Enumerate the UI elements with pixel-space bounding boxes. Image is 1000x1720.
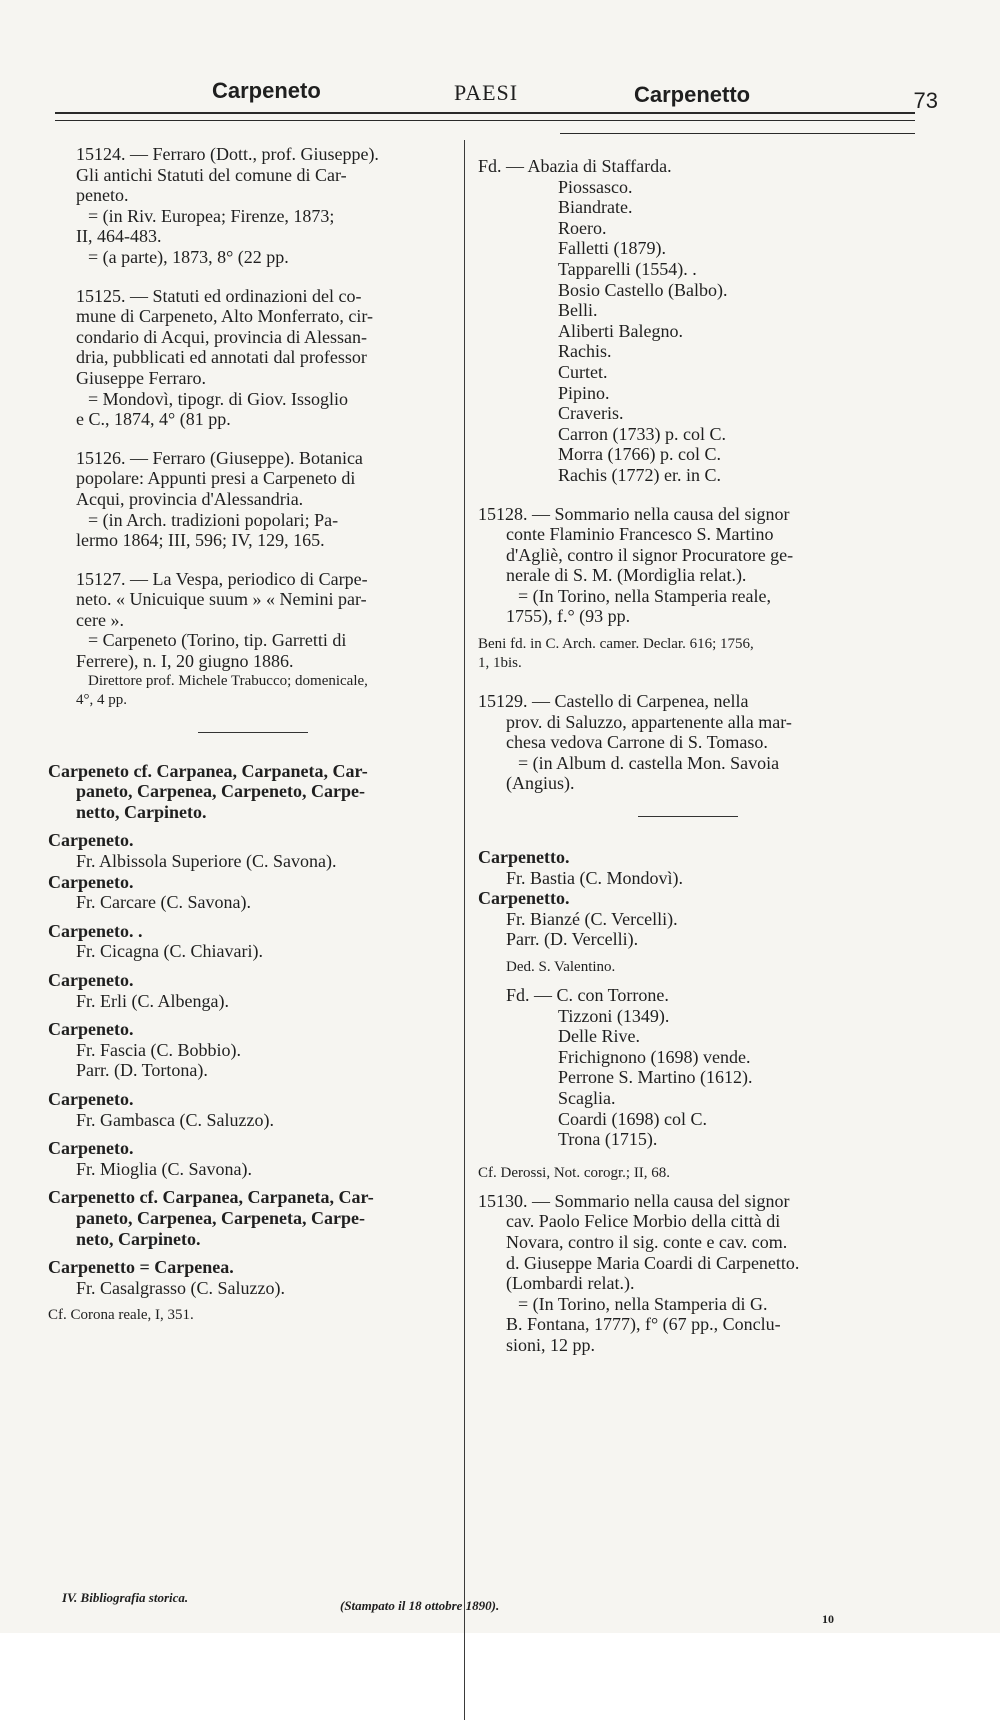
text-line: Bosio Castello (Balbo). [558, 279, 728, 300]
text-line: Curtet. [558, 361, 608, 382]
column-divider [464, 140, 465, 1720]
text-line: Ferrere), n. I, 20 giugno 1886. [76, 651, 294, 672]
entry-15127 [48, 569, 458, 710]
text-line: dria, pubblicati ed annotati dal professor [76, 347, 367, 368]
text-line: Carpenetto. [478, 847, 570, 868]
text-line: neto. « Unicuique suum » « Nemini par- [76, 589, 367, 610]
text-line: Piossasco. [558, 176, 633, 197]
text-line: 15128. — Sommario nella causa del signor [478, 503, 790, 524]
text-line: B. Fontana, 1777), f° (67 pp., Conclu- [506, 1314, 781, 1335]
text-line: Scaglia. [558, 1087, 616, 1108]
page-number: 73 [913, 88, 938, 113]
text-line: neto, Carpineto. [76, 1228, 201, 1249]
entry-15126 [48, 448, 458, 551]
feudatari-list [478, 156, 908, 486]
text-line: = Mondovì, tipogr. di Giov. Issoglio [88, 388, 348, 409]
text-line: Roero. [558, 217, 607, 238]
text-line: Fr. Carcare (C. Savona). [76, 892, 251, 913]
text-line: lermo 1864; III, 596; IV, 129, 165. [76, 530, 325, 551]
text-line: Carpenetto. [478, 888, 570, 909]
text-line: Beni fd. in C. Arch. camer. Declar. 616; 1756, [478, 636, 754, 653]
text-line: netto, Carpineto. [76, 801, 207, 822]
text-line: conte Flaminio Francesco S. Martino [506, 524, 774, 545]
header-center-title: PAESI [454, 80, 519, 105]
separator-line [638, 816, 738, 817]
text-line: sioni, 12 pp. [506, 1334, 596, 1355]
text-line: Frichignono (1698) vende. [558, 1046, 751, 1067]
text-line: popolare: Appunti presi a Carpeneto di [76, 468, 356, 489]
text-line: = (in Riv. Europea; Firenze, 1873; [88, 205, 335, 226]
entry-15128 [478, 504, 908, 674]
text-line: Fr. Mioglia (C. Savona). [76, 1158, 252, 1179]
text-line: Craveris. [558, 403, 624, 424]
text-line: Carpeneto. . [48, 920, 143, 941]
text-line: Carpenetto cf. Carpanea, Carpaneta, Car- [48, 1187, 374, 1208]
text-line: = (a parte), 1873, 8° (22 pp. [88, 246, 289, 267]
text-line: Cf. Corona reale, I, 351. [48, 1307, 194, 1324]
entry-15124 [48, 144, 458, 268]
text-line: Ded. S. Valentino. [506, 959, 616, 975]
text-line: Fr. Erli (C. Albenga). [76, 990, 229, 1011]
entry-15129 [478, 691, 908, 794]
text-line: = Carpeneto (Torino, tip. Garretti di [88, 630, 347, 651]
text-line: Carron (1733) p. col C. [558, 423, 726, 444]
text-line: Fd. — C. con Torrone. [506, 985, 669, 1005]
text-line: Carpeneto. [48, 1019, 134, 1040]
text-line: 15129. — Castello di Carpenea, nella [478, 691, 749, 712]
entry-15130 [478, 1191, 908, 1356]
text-line: = (In Torino, nella Stamperia di G. [518, 1293, 768, 1314]
text-line: chesa vedova Carrone di S. Tomaso. [506, 732, 768, 753]
text-line: peneto. [76, 185, 129, 206]
text-line: e C., 1874, 4° (81 pp. [76, 409, 231, 430]
text-line: Carpeneto. [48, 970, 134, 990]
header-rule-thin [55, 120, 915, 121]
text-line: (Lombardi relat.). [506, 1273, 635, 1294]
text-line: Fd. — Abazia di Staffarda. [478, 156, 672, 176]
text-line: Perrone S. Martino (1612). [558, 1067, 753, 1088]
text-line: nerale di S. M. (Mordiglia relat.). [506, 565, 747, 586]
text-line: 4°, 4 pp. [76, 691, 127, 708]
text-line: Fr. Fascia (C. Bobbio). [76, 1039, 241, 1060]
text-line: = (In Torino, nella Stamperia reale, [518, 585, 771, 606]
text-line: condario di Acqui, provincia di Alessan- [76, 326, 367, 347]
text-line: = (in Album d. castella Mon. Savoia [518, 752, 780, 773]
footer-print-date: (Stampato il 18 ottobre 1890). [340, 1598, 500, 1613]
text-line: cav. Paolo Felice Morbio della città di [506, 1211, 781, 1232]
text-line: Acqui, provincia d'Alessandria. [76, 488, 304, 509]
text-line: Falletti (1879). [558, 238, 666, 259]
text-line: Gli antichi Statuti del comune di Car- [76, 164, 347, 185]
text-line: Fr. Gambasca (C. Saluzzo). [76, 1109, 274, 1130]
text-line: 15125. — Statuti ed ordinazioni del co- [76, 285, 362, 306]
text-line: = (in Arch. tradizioni popolari; Pa- [88, 509, 339, 530]
entry-15125 [48, 286, 458, 430]
text-line: 15127. — La Vespa, periodico di Carpe- [76, 568, 368, 589]
right-column [478, 156, 908, 1356]
text-line: Parr. (D. Vercelli). [506, 929, 639, 950]
text-line: 15130. — Sommario nella causa del signor [478, 1190, 790, 1211]
right-column-rule [560, 133, 915, 134]
text-line: Carpeneto. [48, 871, 134, 892]
text-line: Biandrate. [558, 197, 633, 218]
text-line: Carpeneto. [48, 830, 134, 851]
text-line: Direttore prof. Michele Trabucco; domenicale, [88, 672, 368, 689]
text-line: Giuseppe Ferraro. [76, 367, 206, 388]
text-line: Parr. (D. Tortona). [76, 1060, 208, 1081]
text-line: 15126. — Ferraro (Giuseppe). Botanica [76, 447, 363, 468]
text-line: Cf. Derossi, Not. corogr.; II, 68. [478, 1164, 671, 1181]
text-line: II, 464-483. [76, 226, 162, 247]
text-line: paneto, Carpenea, Carpeneta, Carpe- [76, 1207, 365, 1228]
text-line: Morra (1766) p. col C. [558, 444, 721, 465]
text-line: Fr. Albissola Superiore (C. Savona). [76, 851, 337, 872]
text-line: Carpeneto cf. Carpanea, Carpaneta, Car- [48, 760, 368, 781]
text-line: Coardi (1698) col C. [558, 1108, 707, 1129]
text-line: Tizzoni (1349). [558, 1005, 670, 1026]
text-line: Belli. [558, 300, 598, 321]
header-left-title: Carpeneto [212, 78, 321, 103]
header-right-title: Carpenetto [634, 82, 751, 107]
text-line: 1, 1bis. [478, 655, 522, 672]
text-line: Fr. Casalgrasso (C. Saluzzo). [76, 1277, 285, 1298]
text-line: 15124. — Ferraro (Dott., prof. Giuseppe). [76, 144, 379, 164]
carpeneto-crossref [48, 761, 458, 823]
text-line: Trona (1715). [558, 1129, 658, 1150]
text-line: d. Giuseppe Maria Coardi di Carpenetto. [506, 1252, 800, 1273]
text-line: Rachis. [558, 341, 612, 362]
left-column [48, 144, 458, 1325]
footer-series-label: IV. Bibliografia storica. [62, 1590, 189, 1605]
footer-signature-number: 10 [822, 1612, 834, 1626]
text-line: Rachis (1772) er. in C. [558, 464, 721, 485]
text-line: Fr. Cicagna (C. Chiavari). [76, 941, 263, 962]
text-line: cere ». [76, 609, 124, 630]
text-line: Tapparelli (1554). . [558, 258, 697, 279]
text-line: Aliberti Balegno. [558, 320, 683, 341]
text-line: Fr. Bianzé (C. Vercelli). [506, 908, 678, 929]
text-line: paneto, Carpenea, Carpeneto, Carpe- [76, 781, 365, 802]
text-line: mune di Carpeneto, Alto Monferrato, cir- [76, 306, 374, 327]
text-line: Novara, contro il sig. conte e cav. com. [506, 1231, 788, 1252]
header-rule-thick [55, 112, 915, 114]
text-line: Delle Rive. [558, 1026, 640, 1047]
text-line: prov. di Saluzzo, appartenente alla mar- [506, 711, 792, 732]
text-line: Fr. Bastia (C. Mondovì). [506, 867, 684, 888]
text-line: Carpeneto. [48, 1138, 134, 1159]
text-line: Carpenetto = Carpenea. [48, 1257, 234, 1278]
text-line: 1755), f.° (93 pp. [506, 606, 631, 627]
text-line: Pipino. [558, 382, 610, 403]
text-line: Carpeneto. [48, 1088, 134, 1109]
text-line: d'Agliè, contro il signor Procuratore ge- [506, 544, 794, 565]
separator-line [198, 732, 308, 733]
text-line: (Angius). [506, 773, 575, 794]
